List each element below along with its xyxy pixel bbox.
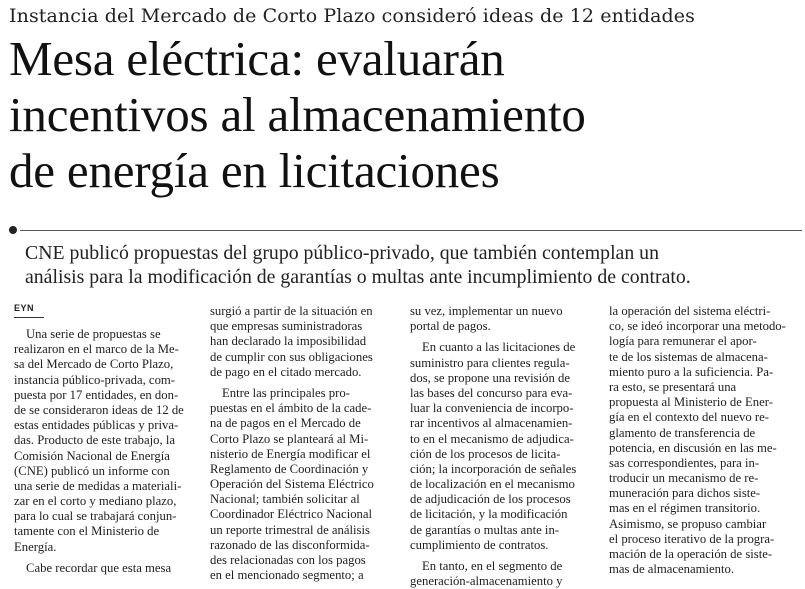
article-summary: [25, 241, 801, 289]
text-line: mación de la operación de siste-: [609, 547, 773, 561]
text-line: Reglamento de Coordinación y: [210, 461, 369, 476]
headline-line: incentivos al almacenamiento: [9, 87, 586, 142]
text-line: Coordinador Eléctrico Nacional: [210, 507, 373, 522]
text-line: han declarado la imposibilidad: [210, 334, 367, 349]
text-line: portal de pagos.: [410, 319, 491, 334]
text-line: ción; la incorporación de señales: [410, 461, 577, 476]
byline-rule: [14, 317, 44, 318]
text-line: surgió a partir de la situación en: [210, 304, 373, 318]
separator-rule: [20, 230, 802, 231]
text-line: puestas en el ámbito de la cade-: [210, 401, 372, 416]
text-line: de licitación, y la modificación: [410, 507, 568, 522]
text-line: Una serie de propuestas se: [26, 327, 161, 341]
text-line: (CNE) publicó un informe con: [14, 463, 170, 478]
text-line: Operación del Sistema Eléctrico: [210, 477, 374, 492]
text-line: Entre las principales pro-: [222, 385, 350, 400]
text-line: En cuanto a las licitaciones de: [422, 340, 576, 355]
text-line: to en el mecanismo de adjudica-: [410, 431, 574, 446]
text-line: la operación del sistema eléctri-: [609, 304, 771, 318]
text-line: ción de los procesos de licita-: [410, 446, 561, 461]
text-line: de pago en el citado mercado.: [210, 364, 362, 379]
byline: EYN: [14, 303, 35, 313]
text-line: una serie de medidas a materiali-: [14, 478, 182, 493]
text-line: na de pagos en el Mercado de: [210, 416, 361, 431]
text-line: mas de almacenamiento.: [609, 562, 735, 577]
text-line: co, se ideó incorporar una metodo-: [609, 319, 786, 334]
text-line: te de los sistemas de almacena-: [609, 349, 768, 364]
article-kicker: Instancia del Mercado de Corto Plazo consideró ideas de 12 entidades: [9, 5, 696, 27]
text-line: sas correspondientes, para in-: [609, 455, 760, 470]
text-line: el proceso iterativo de la progra-: [609, 531, 775, 546]
text-line: En tanto, en el segmento de: [422, 559, 563, 573]
text-line: dos, se propone una revisión de: [410, 370, 570, 385]
text-line: Cabe recordar que esta mesa: [26, 560, 172, 575]
text-line: de se consideraron ideas de 12 de: [14, 402, 184, 417]
text-line: mas en el régimen transitorio.: [609, 501, 761, 516]
text-line: para lo cual se trabajará conjun-: [14, 509, 177, 524]
text-line: tamente con el Ministerio de: [14, 524, 160, 539]
text-line: zar en el corto y mediano plazo,: [14, 494, 177, 509]
text-line: glamento de transferencia de: [609, 425, 756, 440]
text-line: su vez, implementar un nuevo: [410, 304, 563, 318]
text-line: rar incentivos al almacenamien-: [410, 416, 573, 431]
text-line: cumplimiento de contratos.: [410, 537, 549, 552]
text-line: las bases del concurso para eva-: [410, 385, 573, 400]
text-line: luar la conveniencia de incorpo-: [410, 401, 574, 416]
text-line: sa del Mercado de Corto Plazo,: [14, 357, 174, 372]
separator-bullet: [9, 226, 17, 234]
text-line: un reporte trimestral de análisis: [210, 522, 370, 537]
article-column-3: [410, 304, 593, 589]
text-line: gía en el contexto del nuevo re-: [609, 410, 769, 425]
text-line: estas entidades públicas y priva-: [14, 418, 179, 433]
text-line: generación-almacenamiento y: [410, 574, 563, 589]
text-line: Corto Plazo se planteará al Mi-: [210, 431, 369, 446]
text-line: logía para remunerar el apor-: [609, 334, 757, 349]
text-line: Comisión Nacional de Energía: [14, 448, 170, 463]
text-line: suministro para clientes regula-: [410, 355, 570, 370]
text-line: de localización en el mecanismo: [410, 477, 575, 492]
text-line: ra esto, se presentará una: [609, 379, 737, 394]
text-line: razonado de las disconformida-: [210, 537, 370, 552]
article-headline: [9, 31, 799, 199]
article-column-4: [609, 304, 792, 577]
text-line: propuesta al Ministerio de Ener-: [609, 395, 773, 410]
text-line: en el mencionado segmento; a: [210, 568, 364, 583]
text-line: Asimismo, se propuso cambiar: [609, 516, 767, 531]
text-line: muneración para dichos siste-: [609, 486, 761, 501]
text-line: realizaron en el marco de la Me-: [14, 342, 179, 357]
text-line: nisterio de Energía modificar el: [210, 446, 371, 461]
text-line: Energía.: [14, 539, 57, 554]
text-line: que empresas suministradoras: [210, 319, 363, 334]
article-column-1: [14, 327, 197, 576]
summary-line: análisis para la modificación de garantías o multas ante incumplimiento de contrato.: [25, 266, 691, 288]
text-line: instancia público-privada, com-: [14, 372, 176, 387]
text-line: potencia, en discusión en las me-: [609, 440, 777, 455]
headline-line: Mesa eléctrica: evaluarán: [9, 31, 505, 86]
text-line: miento puro a la suficiencia. Pa-: [609, 364, 774, 379]
text-line: de garantías o multas ante in-: [410, 522, 560, 537]
text-line: des relacionadas con los pagos: [210, 553, 366, 567]
text-line: puesta por 17 entidades, en don-: [14, 387, 179, 402]
text-line: troducir un mecanismo de re-: [609, 471, 759, 486]
text-line: Nacional; también solicitar al: [210, 492, 360, 507]
text-line: das. Producto de este trabajo, la: [14, 433, 176, 448]
text-line: de adjudicación de los procesos: [410, 492, 571, 507]
headline-line: de energía en licitaciones: [9, 143, 500, 198]
summary-line: CNE publicó propuestas del grupo público-privado, que también contemplan un: [25, 242, 659, 264]
text-line: de cumplir con sus obligaciones: [210, 349, 373, 364]
article-column-2: [210, 304, 393, 583]
